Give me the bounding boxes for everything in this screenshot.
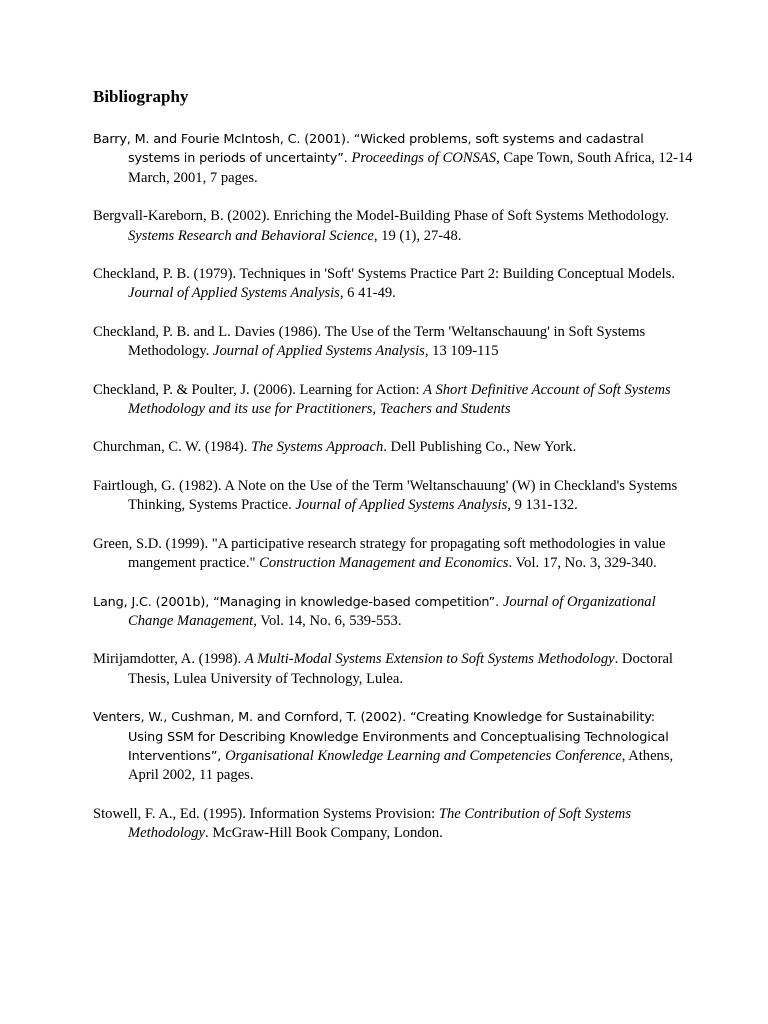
bibliography-entry [93,130,693,188]
entry-details: , 19 (1), 27-48. [373,227,462,244]
entry-source-title: Organisational Knowledge Learning and Competencies Conference [225,747,622,764]
entry-text: Fairtlough, G. (1982). A Note on the Use of the Term 'Weltanschauung' (W) in Checkland's Systems Thinking, Systems Practice. [93,477,678,514]
bibliography-entry [93,708,693,786]
entry-details: , Vol. 14, No. 6, 539-553. [253,612,402,629]
entry-source-title: Journal of Applied Systems Analysis [295,497,508,514]
entry-text: Venters, W., Cushman, M. and Cornford, T. (2002). “Creating Knowledge for Sustainability: Using SSM for Describing Knowledge Environments and Conceptualising Technological Interventions”, [93,710,669,764]
entry-source-title: Journal of Organizational Change Management [128,593,656,629]
bibliography-entry [93,477,693,516]
bibliography-entry [93,323,693,362]
entry-text: Checkland, P. B. and L. Davies (1986). The Use of the Term 'Weltanschauung' in Soft Systems Methodology. [93,323,646,360]
entry-details: , 13 109-115 [424,343,499,360]
entry-source-title: Construction Management and Economics [259,555,509,572]
bibliography-entry [93,207,693,246]
bibliography-entry [93,593,693,632]
entry-text: Bergvall-Kareborn, B. (2002). Enriching the Model-Building Phase of Soft Systems Methodology. [93,208,669,225]
entry-details: , Athens, April 2002, 11 pages. [128,747,674,784]
bibliography-entry [93,650,693,689]
entry-details: . Vol. 17, No. 3, 329-340. [508,555,657,572]
entry-text: Lang, J.C. (2001b), “Managing in knowledge-based competition”. [93,594,503,610]
bibliography-entry [93,265,693,304]
entry-source-title: A Short Definitive Account of Soft Systems Methodology and its use for Practitioners, Teachers and Students [128,381,671,418]
entry-text: Mirijamdotter, A. (1998). [93,651,245,668]
entry-details: . McGraw-Hill Book Company, London. [205,825,443,842]
entry-text: Green, S.D. (1999). "A participative research strategy for propagating soft methodologies in value mangement practice." [93,535,666,572]
entry-text: Churchman, C. W. (1984). [93,439,252,456]
entry-source-title: Systems Research and Behavioral Science [128,227,374,244]
entry-details: , Cape Town, South Africa, 12-14 March, 2001, 7 pages. [128,150,693,186]
entry-source-title: Journal of Applied Systems Analysis [128,285,340,302]
entry-text: Checkland, P. B. (1979). Techniques in 'Soft' Systems Practice Part 2: Building Conceptual Models. [93,266,675,283]
entry-text: Checkland, P. & Poulter, J. (2006). Learning for Action: [93,381,424,398]
entry-details: , 9 131-132. [507,497,578,514]
entry-source-title: The Contribution of Soft Systems Methodology [128,805,631,842]
entry-source-title: A Multi-Modal Systems Extension to Soft Systems Methodology [244,651,615,668]
entry-source-title: Journal of Applied Systems Analysis [213,343,425,360]
entry-source-title: The Systems Approach [251,439,384,456]
page-title: Bibliography [93,87,189,106]
bibliography-page [93,86,693,863]
entry-details: . Dell Publishing Co., New York. [383,439,577,456]
entry-text: Barry, M. and Fourie McIntosh, C. (2001). “Wicked problems, soft systems and cadastral systems in periods of uncertainty”. [93,132,644,167]
entry-text: Stowell, F. A., Ed. (1995). Information Systems Provision: [93,805,439,822]
bibliography-entry [93,381,693,420]
bibliography-entry [93,535,693,574]
entry-details: . Doctoral Thesis, Lulea University of Technology, Lulea. [128,651,673,687]
bibliography-entry [93,438,693,457]
entry-details: , 6 41-49. [339,285,396,302]
bibliography-entry [93,805,693,844]
entry-source-title: Proceedings of CONSAS [351,150,497,167]
